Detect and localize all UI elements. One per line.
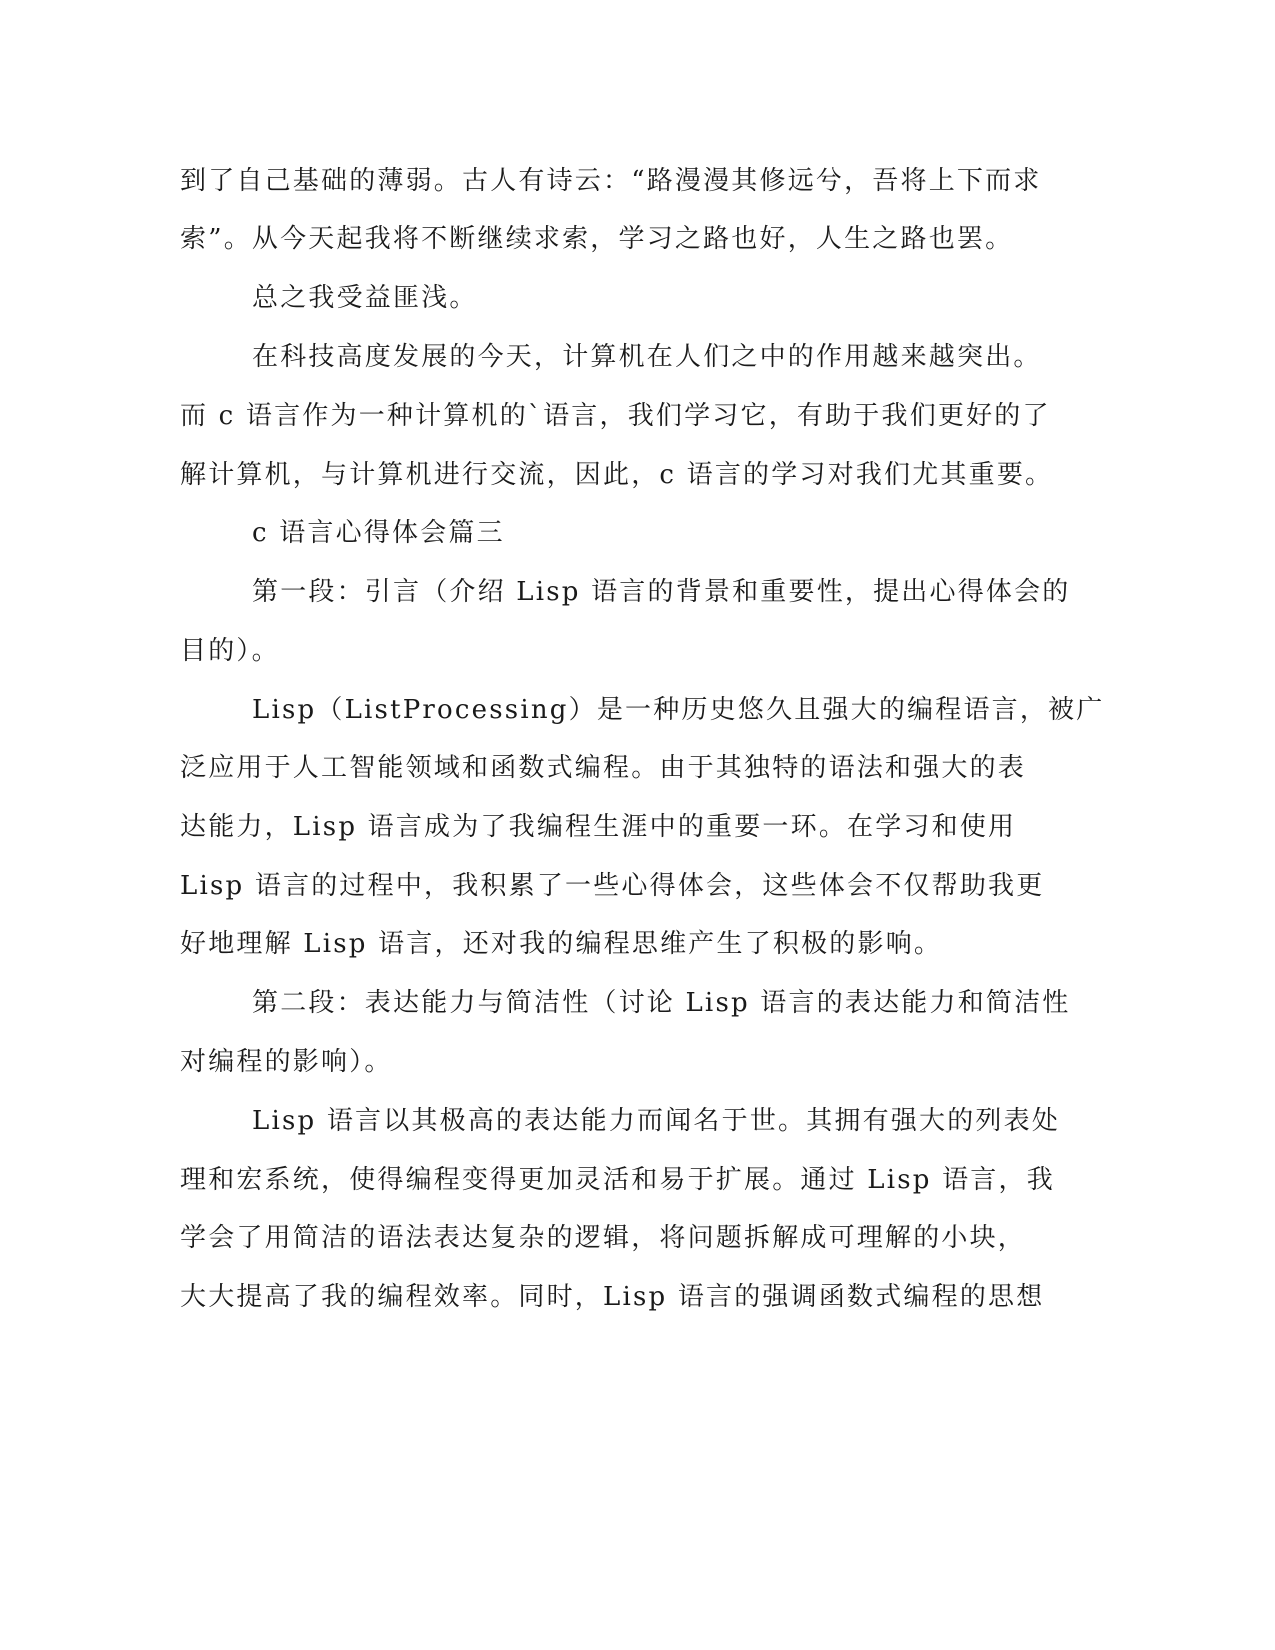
- text-line: 达能力，Lisp 语言成为了我编程生涯中的重要一环。在学习和使用: [180, 812, 1017, 842]
- text-line: Lisp（ListProcessing）是一种历史悠久且强大的编程语言，被广: [252, 695, 1105, 725]
- text-line: 到了自己基础的薄弱。古人有诗云：“路漫漫其修远兮，吾将上下而求: [180, 166, 1042, 196]
- text-line: 第一段：引言（介绍 Lisp 语言的背景和重要性，提出心得体会的: [252, 577, 1071, 607]
- text-line: 目的）。: [180, 636, 280, 666]
- text-line: 而 c 语言作为一种计算机的`语言，我们学习它，有助于我们更好的了: [180, 401, 1051, 431]
- section-heading: c 语言心得体会篇三: [252, 518, 505, 548]
- text-line: Lisp 语言的过程中，我积累了一些心得体会，这些体会不仅帮助我更: [180, 871, 1045, 901]
- text-line: 第二段：表达能力与简洁性（讨论 Lisp 语言的表达能力和简洁性: [252, 988, 1071, 1018]
- text-line: 解计算机，与计算机进行交流，因此，c 语言的学习对我们尤其重要。: [180, 460, 1054, 490]
- text-line: 泛应用于人工智能领域和函数式编程。由于其独特的语法和强大的表: [180, 753, 1027, 783]
- text-line: 学会了用简洁的语法表达复杂的逻辑，将问题拆解成可理解的小块，: [180, 1223, 1027, 1253]
- text-line: 索”。从今天起我将不断继续求索，学习之路也好，人生之路也罢。: [180, 224, 1014, 254]
- text-line: Lisp 语言以其极高的表达能力而闻名于世。其拥有强大的列表处: [252, 1106, 1061, 1136]
- text-line: 好地理解 Lisp 语言，还对我的编程思维产生了积极的影响。: [180, 929, 943, 959]
- text-line: 大大提高了我的编程效率。同时，Lisp 语言的强调函数式编程的思想: [180, 1282, 1045, 1312]
- text-line: 理和宏系统，使得编程变得更加灵活和易于扩展。通过 Lisp 语言，我: [180, 1165, 1055, 1195]
- text-line: 总之我受益匪浅。: [252, 283, 478, 313]
- text-line: 在科技高度发展的今天，计算机在人们之中的作用越来越突出。: [252, 342, 1042, 372]
- text-line: 对编程的影响）。: [180, 1047, 393, 1077]
